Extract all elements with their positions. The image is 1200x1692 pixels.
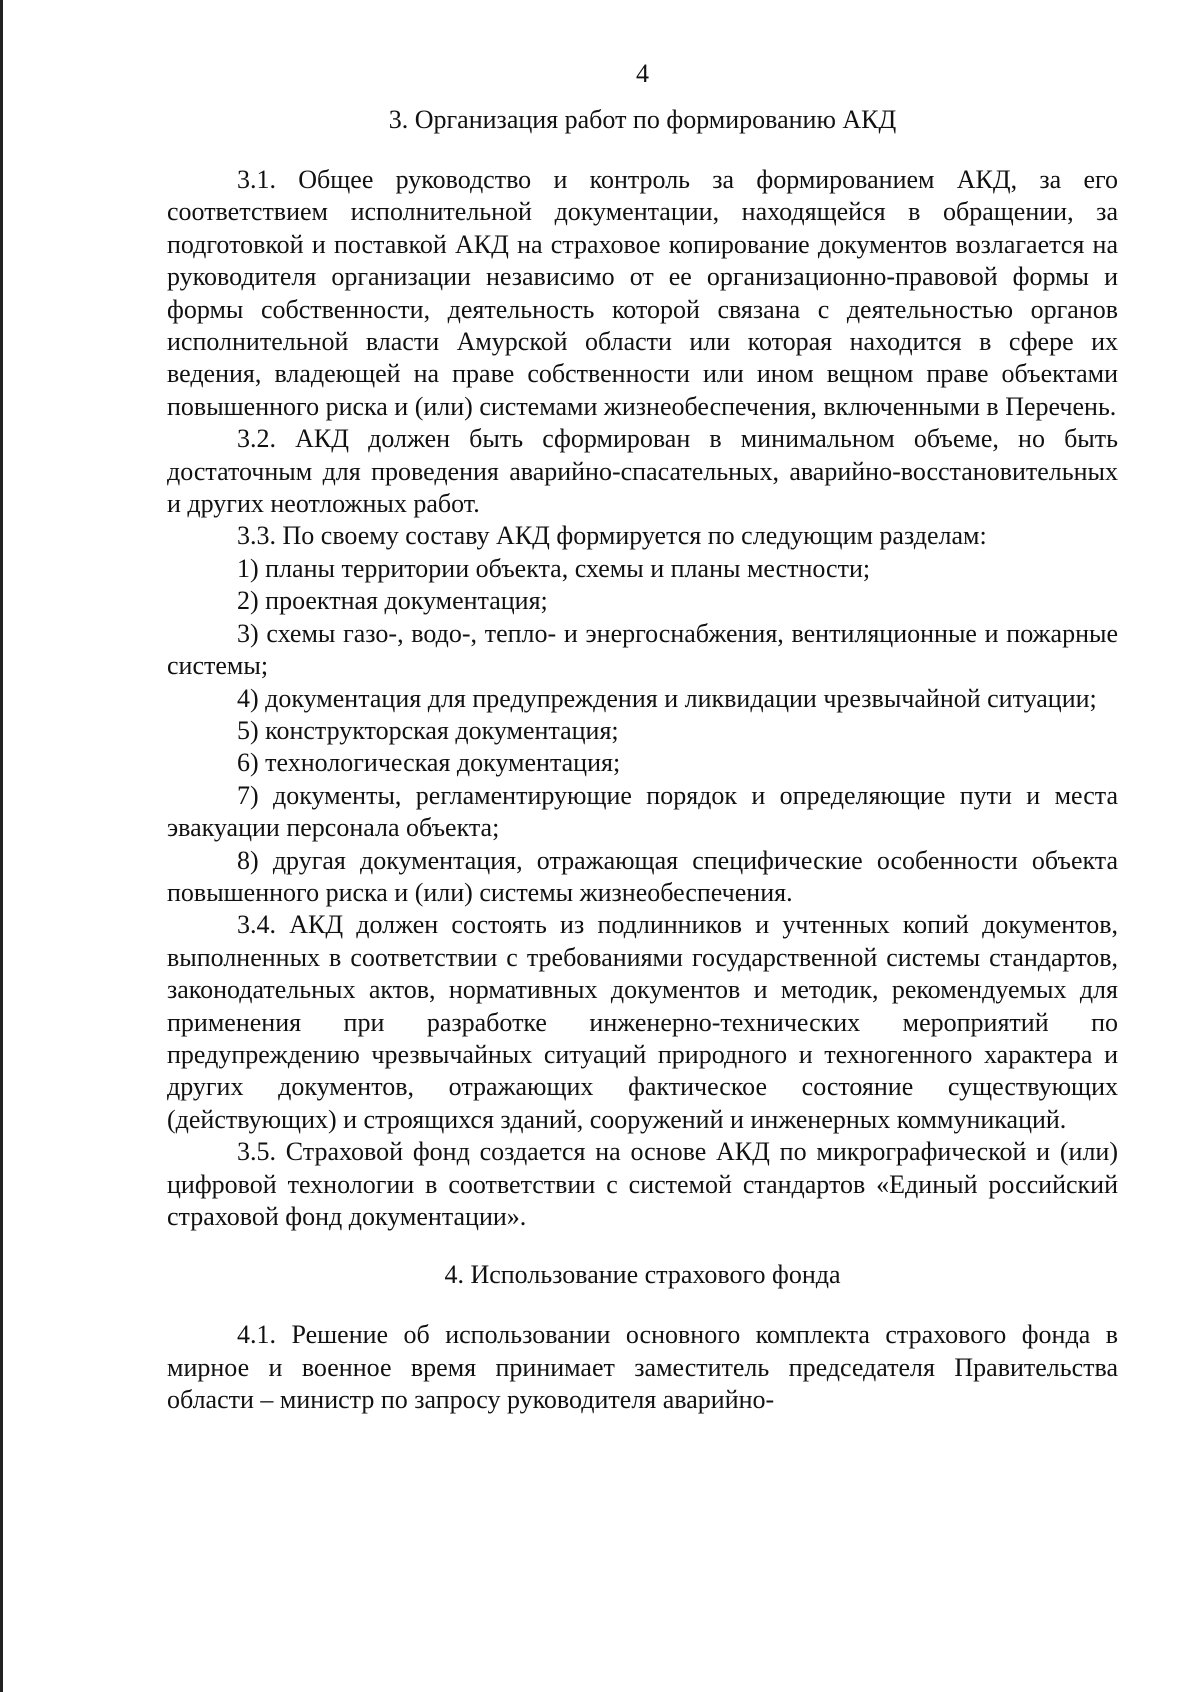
list-item-3: 3) схемы газо-, водо-, тепло- и энергоснабжения, вентиляционные и пожарные системы; — [167, 618, 1118, 681]
page-number: 4 — [636, 59, 649, 88]
section-4-title: 4. Использование страхового фонда — [444, 1260, 841, 1290]
paragraph-4-1: 4.1. Решение об использовании основного комплекта страхового фонда в мирное и военное время принимает заместитель председателя Правительства области – министр по запросу руководителя аварийно- — [167, 1320, 1118, 1415]
paragraph-3-1: 3.1. Общее руководство и контроль за формированием АКД, за его соответствием исполнительной документации, находящейся в обращении, за подготовкой и поставкой АКД на страховое копирование документов возлагается на руководителя организации независимо от ее организационно-правовой формы и формы собственности, деятельность которой связана с деятельностью органов исполнительной власти Амурской области или которая находится в сфере их ведения, владеющей на праве собственности или ином вещном праве объектами повышенного риска и (или) системами жизнеобеспечения, включенными в Перечень. — [167, 165, 1118, 421]
list-item-7: 7) документы, регламентирующие порядок и определяющие пути и места эвакуации персонала объекта; — [167, 780, 1118, 843]
list-item-8: 8) другая документация, отражающая специфические особенности объекта повышенного риска и (или) системы жизнеобеспечения. — [167, 845, 1118, 907]
scan-left-edge — [0, 0, 3, 1692]
paragraph-3-4: 3.4. АКД должен состоять из подлинников и учтенных копий документов, выполненных в соответствии с требованиями государственной системы стандартов, законодательных актов, нормативных документов и методик, рекомендуемых для применения при разработке инженерно-технических мероприятий по предупреждению чрезвычайных ситуаций природного и техногенного характера и других документов, отражающих фактическое состояние существующих (действующих) и строящихся зданий, сооружений и инженерных коммуникаций. — [167, 910, 1118, 1134]
paragraph-3-2: 3.2. АКД должен быть сформирован в минимальном объеме, но быть достаточным для проведения аварийно-спасательных, аварийно-восстановительных и других неотложных работ. — [167, 424, 1118, 519]
list-item-4: 4) документация для предупреждения и ликвидации чрезвычайной ситуации; — [237, 683, 1097, 713]
list-item-2: 2) проектная документация; — [237, 586, 548, 616]
list-item-5: 5) конструкторская документация; — [237, 715, 619, 745]
list-item-1: 1) планы территории объекта, схемы и планы местности; — [237, 553, 871, 583]
document-content — [167, 58, 1118, 1417]
section-3-title: 3. Организация работ по формированию АКД — [388, 105, 897, 134]
paragraph-3-5: 3.5. Страховой фонд создается на основе АКД по микрографической и (или) цифровой технологии в соответствии с системой стандартов «Единый российский страховой фонд документации». — [167, 1137, 1118, 1231]
paragraph-3-3: 3.3. По своему составу АКД формируется по следующим разделам: — [237, 521, 987, 551]
list-item-6: 6) технологическая документация; — [237, 748, 621, 778]
